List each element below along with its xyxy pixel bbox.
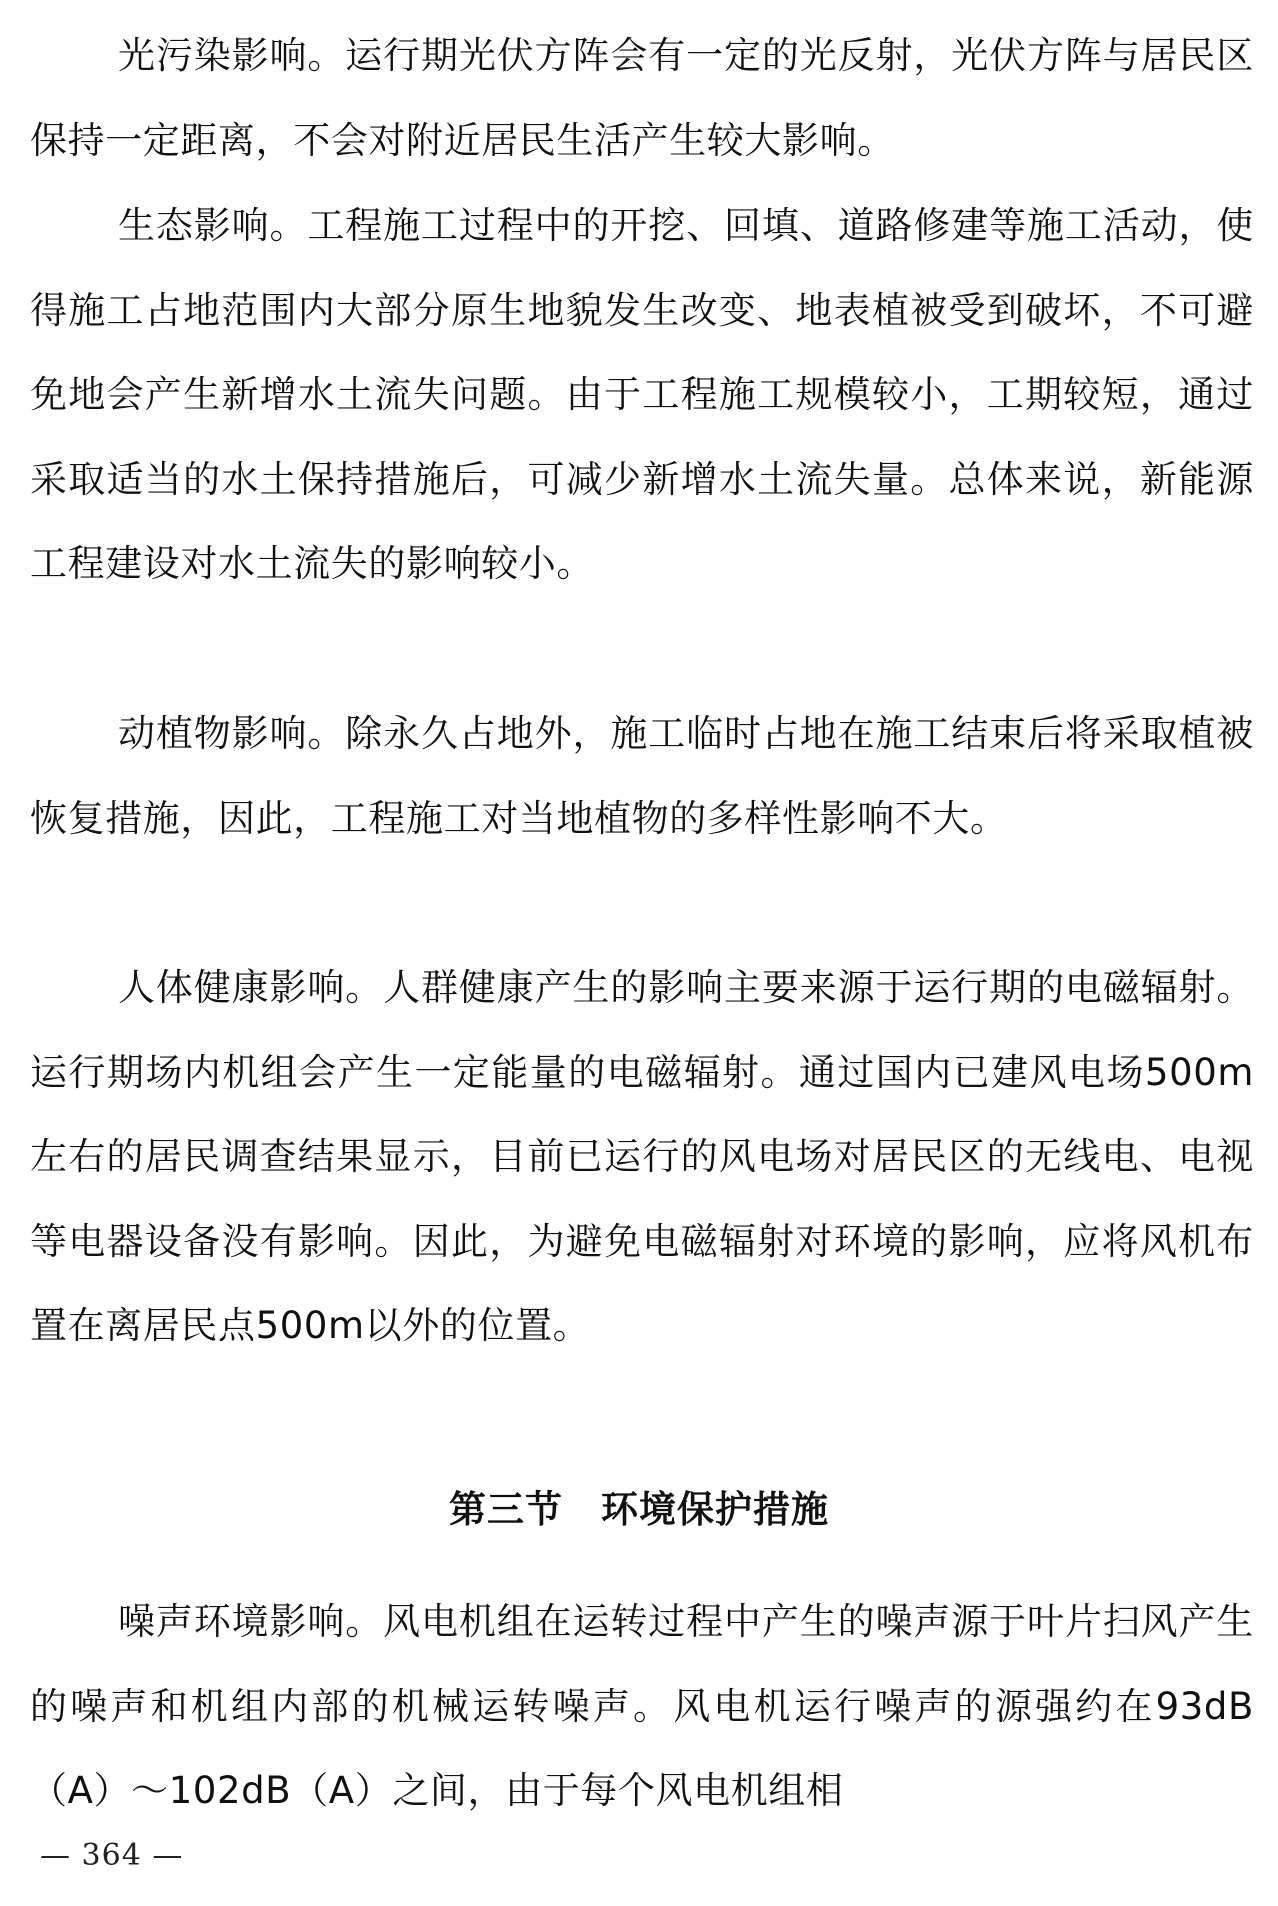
paragraph-light-pollution: 光污染影响。运行期光伏方阵会有一定的光反射，光伏方阵与居民区保持一定距离，不会对附近居民生活产生较大影响。 — [30, 34, 1254, 162]
paragraph-human-health: 人体健康影响。人群健康产生的影响主要来源于运行期的电磁辐射。运行期场内机组会产生一定能量的电磁辐射。通过国内已建风电场500m左右的居民调查结果显示，目前已运行的风电场对居民区的无线电、电视等电器设备没有影响。因此，为避免电磁辐射对环境的影响，应将风机布置在离居民点500m以外的位置。 — [30, 966, 1254, 1348]
page-number: — 364 — — [40, 1838, 184, 1873]
paragraph-noise: 噪声环境影响。风电机组在运转过程中产生的噪声源于叶片扫风产生的噪声和机组内部的机械运转噪声。风电机运行噪声的源强约在93dB（A）～102dB（A）之间，由于每个风电机组相 — [30, 1600, 1254, 1813]
section-heading: 第三节 环境保护措施 — [449, 1488, 829, 1531]
paragraph-flora-fauna: 动植物影响。除永久占地外，施工临时占地在施工结束后将采取植被恢复措施，因此，工程施工对当地植物的多样性影响不大。 — [30, 712, 1254, 840]
paragraph-ecology: 生态影响。工程施工过程中的开挖、回填、道路修建等施工活动，使得施工占地范围内大部分原生地貌发生改变、地表植被受到破坏，不可避免地会产生新增水土流失问题。由于工程施工规模较小，工期较短，通过采取适当的水土保持措施后，可减少新增水土流失量。总体来说，新能源工程建设对水土流失的影响较小。 — [30, 204, 1254, 586]
